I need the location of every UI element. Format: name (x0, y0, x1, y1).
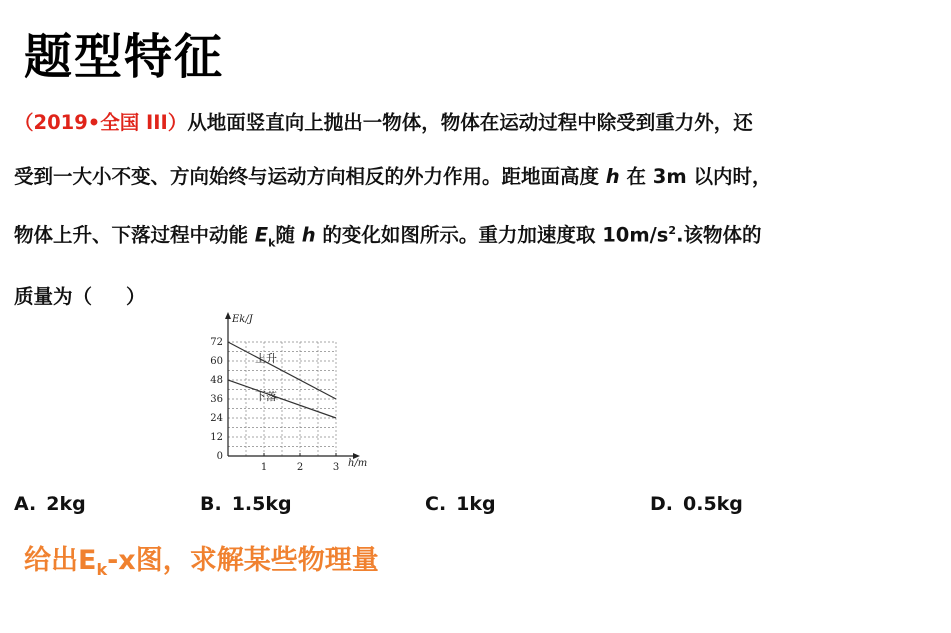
problem-line3a: 物体上升、下落过程中动能 (14, 223, 255, 247)
choice-a-text: 2kg (46, 493, 86, 515)
y-tick-label: 60 (210, 356, 223, 367)
page-title: 题型特征 (24, 29, 225, 85)
choice-c-text: 1kg (456, 493, 496, 515)
choice-d-text: 0.5kg (683, 493, 743, 515)
problem-line3b: 随 (275, 223, 302, 247)
var-E: E (254, 223, 269, 247)
chart-svg (200, 312, 380, 477)
problem-line2a: 受到一大小不变、方向始终与运动方向相反的外力作用。距地面高度 (14, 165, 606, 188)
series-label-rise: 上升 (255, 351, 277, 365)
choice-a-letter: A. (14, 493, 37, 515)
choice-b[interactable] (200, 493, 292, 515)
choice-b-letter: B. (200, 493, 222, 515)
problem-source: （2019•全国 III） (14, 111, 188, 134)
y-tick-label: 12 (210, 432, 223, 443)
ek-h-graph (200, 312, 380, 481)
var-k: k (268, 236, 276, 250)
problem-line4: 质量为（ ） (14, 285, 146, 309)
var-h-2: h (301, 223, 316, 247)
x-tick-label: 2 (296, 462, 304, 473)
choice-c[interactable] (425, 493, 496, 515)
y-tick-label: 24 (210, 413, 223, 424)
x-axis-label: h/m (348, 458, 368, 469)
problem-line2b: 在 3m 以内时， (619, 165, 772, 188)
summary-part2: -x图，求解某些物理量 (107, 545, 379, 576)
summary-caption (24, 538, 379, 579)
y-tick-label: 48 (210, 375, 223, 386)
choice-d-letter: D. (650, 493, 673, 515)
choice-b-text: 1.5kg (231, 493, 292, 515)
summary-sub: k (96, 560, 108, 579)
y-tick-label: 72 (210, 337, 223, 348)
y-tick-label: 36 (210, 394, 223, 405)
superscript-2: 2 (668, 224, 677, 237)
y-tick-label: 0 (216, 451, 223, 462)
problem-line1: 从地面竖直向上抛出一物体，物体在运动过程中除受到重力外，还 (187, 111, 753, 134)
series-label-fall: 下落 (255, 389, 277, 403)
choice-d[interactable] (650, 493, 743, 515)
y-axis-label: Ek/J (232, 314, 253, 325)
var-h: h (605, 165, 620, 188)
problem-text (14, 96, 942, 324)
y-axis-arrow (225, 312, 231, 319)
problem-line3d: .该物体的 (676, 223, 762, 247)
choice-a[interactable] (14, 493, 86, 515)
x-tick-label: 1 (260, 462, 268, 473)
problem-line3c: 的变化如图所示。重力加速度取 10m/s (315, 223, 669, 247)
x-tick-label: 3 (332, 462, 340, 473)
choice-c-letter: C. (425, 493, 447, 515)
summary-part1: 给出E (24, 545, 97, 576)
